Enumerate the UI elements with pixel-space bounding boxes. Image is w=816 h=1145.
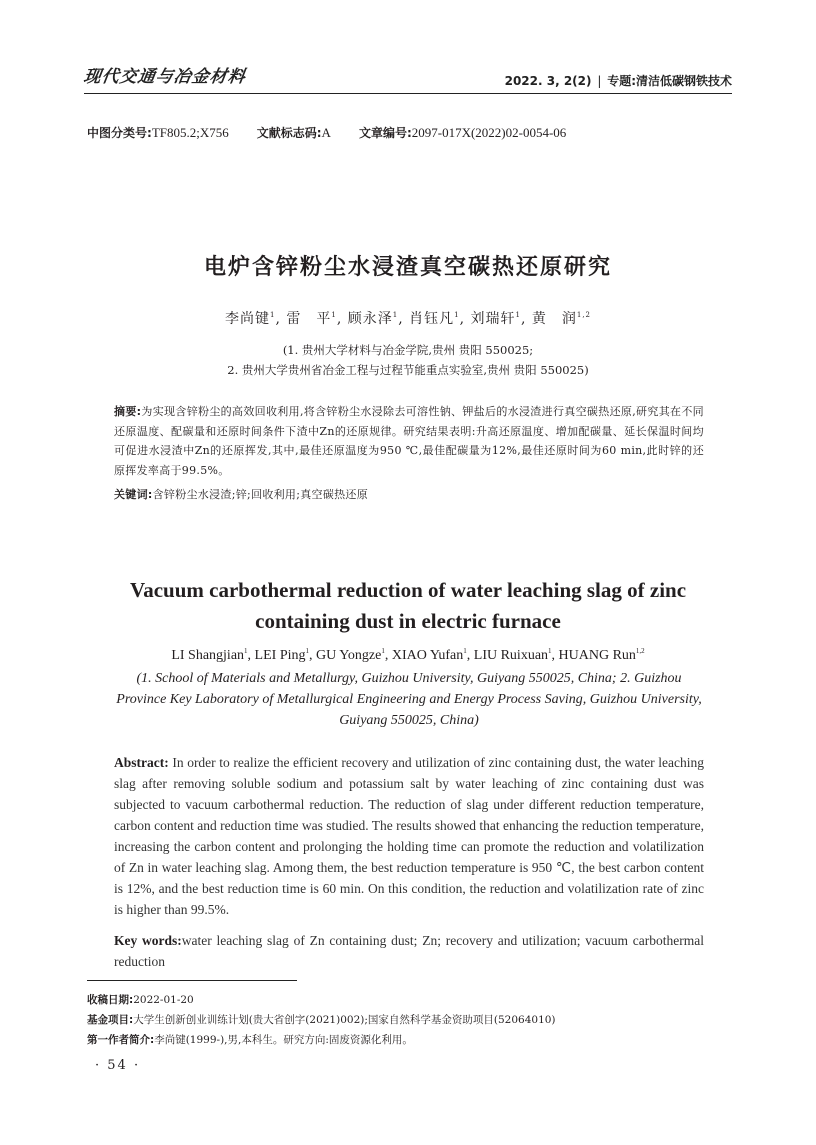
header-issue-info [505,72,732,89]
en-author: GU Yongze$^1$ [316,647,385,663]
cn-author: 李尚键$^1$ [224,311,276,327]
cn-title: 电炉含锌粉尘水浸渣真空碳热还原研究 [203,255,612,280]
cn-affiliations [0,340,816,380]
journal-logo: 现代交通与冶金材料 [82,67,248,87]
en-affiliations: (1. School of Materials and Metallurgy, Guizhou University, Guiyang 550025, China; 2. Guizhou Province Key Laboratory of Metallurgical Engineering and Energy Process Saving, Guizhou University, Guiyang 550025, China) [116,671,702,728]
classification-line [87,124,566,141]
en-author: HUANG Run$^{1,2}$ [558,647,645,663]
doc-code-label: 文献标志码: [256,126,322,140]
topic-label: 专题:清洁低碳钢铁技术 [607,74,732,88]
footnote-rule [87,980,297,981]
cn-affiliation-2: 2. 贵州大学贵州省冶金工程与过程节能重点实验室,贵州 贵阳 550025) [227,363,589,377]
header-separator: | [597,74,602,88]
doc-code-value: A [321,125,331,140]
en-title [0,575,816,637]
cn-author: 刘瑞轩$^1$ [470,311,521,327]
first-author-bio: 第一作者简介:李尚键(1999-),男,本科生。研究方向:固废资源化利用。 [87,1034,413,1046]
en-abstract-label: Abstract: [114,755,169,770]
en-author: LI Shangjian$^1$ [171,647,248,663]
cn-author: 肖钰凡$^1$ [409,311,460,327]
cn-abstract [114,402,704,480]
en-keywords-text: water leaching slag of Zn containing dust; Zn; recovery and utilization; vacuum carbothermal reduction [114,933,704,969]
cn-abstract-text: 为实现含锌粉尘的高效回收利用,将含锌粉尘水浸除去可溶性钠、钾盐后的水浸渣进行真空碳热还原,研究其在不同还原温度、配碳量和还原时间条件下渣中Zn的还原规律。研究结果表明:升高还原温度、增加配碳量、延长保温时间均可促进水浸渣中Zn的还原挥发,其中,最佳还原温度为950 ℃,最佳配碳量为12%,最佳还原时间为60 min,此时锌的还原挥发率高于99.5%。 [114,405,704,477]
clc-label: 中图分类号: [87,126,152,140]
cn-keywords-label: 关键词: [114,488,153,501]
en-keywords [114,930,704,972]
page-number: · 54 · [95,1058,141,1073]
cn-affiliation-1: (1. 贵州大学材料与冶金学院,贵州 贵阳 550025; [282,343,534,357]
header-rule [84,93,732,94]
cn-keywords [114,486,704,502]
cn-author: 黄 润$^{1,2}$ [531,311,591,327]
issue-number: 2022. 3, 2(2) [504,74,592,88]
fund-project: 基金项目:大学生创新创业训练计划(贵大省创字(2021)002);国家自然科学基金资助项目(52064010) [87,1014,556,1026]
en-abstract-text: In order to realize the efficient recovery and utilization of zinc containing dust, the water leaching slag after removing soluble sodium and potassium salt by water leaching of zinc containing dust was subjected to vacuum carbothermal reduction. The reduction of slag under different reduction temperature, carbon content and reduction time was studied. The results showed that enhancing the reduction temperature, increasing the carbon content and prolonging the holding time can promote the reduction and volatilization of Zn in water leaching slag. Among them, the best reduction temperature is 950 ℃, the best carbon content is 12%, and the best reduction time is 60 min. On this condition, the reduction and volatilization rate of zinc is higher than 99.5%. [114,755,705,917]
en-author: LIU Ruixuan$^1$ [473,647,552,663]
cn-author: 顾永泽$^1$ [347,311,399,327]
footnotes [87,990,556,1050]
en-title-line: containing dust in electric furnace [255,609,561,633]
received-date: 收稿日期:2022-01-20 [87,994,194,1006]
clc-value: TF805.2;X756 [151,125,229,140]
cn-author: 雷 平$^1$ [286,311,337,327]
cn-abstract-label: 摘要: [114,405,142,418]
en-abstract [114,752,704,920]
cn-authors: 李尚键$^1$, 雷 平$^1$, 顾永泽$^1$, 肖钰凡$^1$, 刘瑞轩$^1$, 黄 润$^{1,2}$ [224,311,591,327]
en-authors: LI Shangjian$^1$, LEI Ping$^1$, GU Yongze$^1$, XIAO Yufan$^1$, LIU Ruixuan$^1$, HUANG Run$^{1,2}$ [171,647,645,663]
cn-keywords-text: 含锌粉尘水浸渣;锌;回收利用;真空碳热还原 [152,488,369,501]
en-author: XIAO Yufan$^1$ [391,647,467,663]
en-author: LEI Ping$^1$ [254,647,309,663]
en-title-line: Vacuum carbothermal reduction of water leaching slag of zinc [129,578,687,602]
article-number-label: 文章编号: [358,126,412,140]
en-keywords-label: Key words: [114,933,182,948]
article-number-value: 2097-017X(2022)02-0054-06 [411,125,567,140]
